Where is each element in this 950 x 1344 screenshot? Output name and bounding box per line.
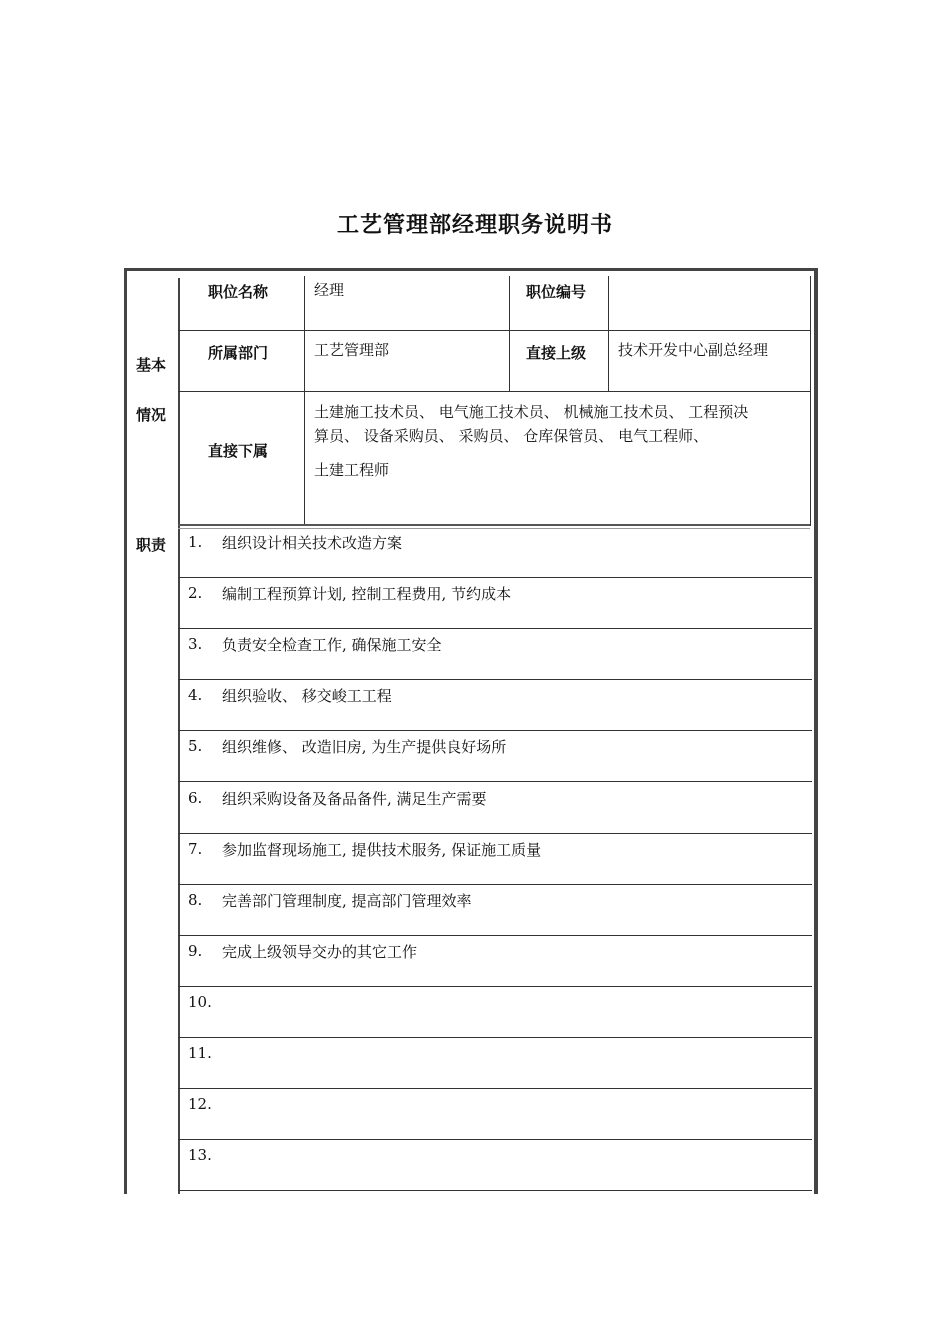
section-divider: [178, 524, 810, 526]
grid-right-line: [810, 276, 811, 526]
duty-number: 1.: [188, 533, 203, 551]
duty-text: 完成上级领导交办的其它工作: [222, 942, 418, 961]
duty-number: 12.: [188, 1095, 212, 1114]
duty-row-divider: [178, 1190, 812, 1191]
grid-vline-3: [608, 276, 609, 392]
duty-text: 组织采购设备及备品备件, 满足生产需要: [222, 789, 487, 808]
duty-text: 参加监督现场施工, 提供技术服务, 保证施工质量: [222, 840, 542, 859]
table-left-border: [124, 268, 127, 1194]
duty-row-divider: [178, 577, 812, 578]
label-column-divider: [178, 278, 180, 1194]
subordinates-label: 直接下属: [208, 442, 269, 460]
department-value: 工艺管理部: [314, 341, 390, 359]
supervisor-label: 直接上级: [526, 344, 587, 362]
job-description-table: [124, 268, 818, 1194]
duty-number: 13.: [188, 1146, 212, 1165]
duty-number: 9.: [188, 941, 203, 960]
basic-info-label-1: 基本: [136, 356, 167, 374]
duty-number: 11.: [188, 1044, 212, 1062]
duty-row-divider: [178, 986, 812, 987]
subordinates-line-2: 算员、 设备采购员、 采购员、 仓库保管员、 电气工程师、: [314, 427, 709, 445]
duty-text: 完善部门管理制度, 提高部门管理效率: [222, 891, 472, 910]
duty-number: 6.: [188, 788, 203, 807]
duty-row-divider: [178, 628, 812, 629]
duty-text: 组织验收、 移交峻工工程: [222, 687, 392, 706]
duty-row-divider: [178, 935, 812, 936]
grid-hline-2: [178, 391, 810, 392]
position-name-label: 职位名称: [208, 283, 269, 301]
grid-hline-1: [178, 330, 810, 331]
department-label: 所属部门: [208, 344, 269, 362]
position-name-value: 经理: [314, 281, 345, 299]
subordinates-line-1: 土建施工技术员、 电气施工技术员、 机械施工技术员、 工程预决: [314, 403, 749, 421]
grid-vline-2: [509, 276, 510, 392]
duty-number: 10.: [188, 992, 212, 1011]
position-code-label: 职位编号: [526, 283, 587, 301]
table-top-border: [124, 268, 818, 271]
duty-number: 5.: [188, 737, 203, 756]
grid-vline-1: [304, 276, 305, 524]
duty-number: 4.: [188, 686, 203, 705]
duty-number: 3.: [188, 635, 203, 654]
duty-row-divider: [178, 1088, 812, 1089]
duty-text: 编制工程预算计划, 控制工程费用, 节约成本: [222, 585, 512, 604]
section-divider-shadow: [178, 528, 810, 529]
document-title: 工艺管理部经理职务说明书: [336, 213, 613, 238]
duty-number: 7.: [188, 839, 203, 858]
duty-row-divider: [178, 679, 812, 680]
duty-number: 8.: [188, 890, 203, 909]
table-right-border: [814, 268, 818, 1194]
duty-row-divider: [178, 884, 812, 885]
basic-info-label-2: 情况: [136, 406, 167, 424]
duty-row-divider: [178, 781, 812, 782]
duty-number: 2.: [188, 584, 203, 603]
duty-row-divider: [178, 730, 812, 731]
duty-row-divider: [178, 1037, 812, 1038]
duty-text: 负责安全检查工作, 确保施工安全: [222, 636, 442, 655]
duty-row-divider: [178, 833, 812, 834]
duties-label: 职责: [136, 536, 167, 554]
supervisor-value: 技术开发中心副总经理: [618, 341, 769, 359]
duty-text: 组织维修、 改造旧房, 为生产提供良好场所: [222, 738, 507, 757]
subordinates-line-3: 土建工程师: [314, 461, 390, 479]
duty-text: 组织设计相关技术改造方案: [222, 534, 403, 552]
duty-row-divider: [178, 1139, 812, 1140]
